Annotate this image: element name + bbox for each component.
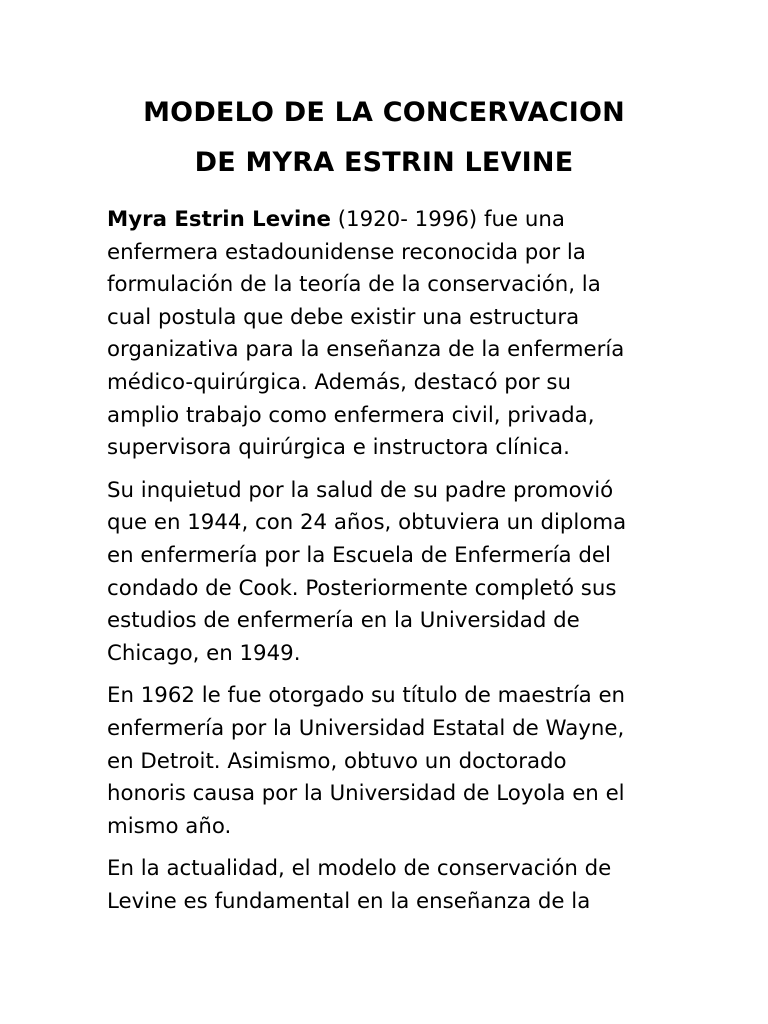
paragraph-line: cual postula que debe existir una estructura bbox=[107, 304, 580, 330]
paragraph-2 bbox=[107, 475, 667, 671]
paragraph-1 bbox=[107, 204, 667, 465]
paragraph-line: Chicago, en 1949. bbox=[107, 640, 301, 666]
paragraph-line: en enfermería por la Escuela de Enfermería del bbox=[107, 542, 611, 568]
subject-name: Myra Estrin Levine bbox=[107, 207, 331, 232]
paragraph-line: Su inquietud por la salud de su padre promovió bbox=[107, 477, 614, 503]
document-title-line-1: MODELO DE LA CONCERVACION bbox=[143, 97, 625, 128]
paragraph-line: En la actualidad, el modelo de conservación de bbox=[107, 856, 612, 882]
paragraph-line: supervisora quirúrgica e instructora clínica. bbox=[107, 435, 570, 461]
paragraph-4 bbox=[107, 853, 667, 918]
paragraph-line: enfermera estadounidense reconocida por la bbox=[107, 239, 586, 265]
paragraph-line: mismo año. bbox=[107, 813, 232, 839]
paragraph-line: enfermería por la Universidad Estatal de Wayne, bbox=[107, 715, 625, 741]
paragraph-line: estudios de enfermería en la Universidad de bbox=[107, 608, 580, 634]
paragraph-line: Levine es fundamental en la enseñanza de la bbox=[107, 888, 591, 914]
paragraph-1-line-1 bbox=[107, 204, 667, 237]
paragraph-1-line-1-rest: (1920- 1996) fue una bbox=[330, 207, 565, 232]
paragraph-line: organizativa para la enseñanza de la enfermería bbox=[107, 337, 625, 363]
paragraph-line: en Detroit. Asimismo, obtuvo un doctorado bbox=[107, 748, 567, 774]
paragraph-line: condado de Cook. Posteriormente completó sus bbox=[107, 575, 617, 601]
document-title-line-2: DE MYRA ESTRIN LEVINE bbox=[194, 147, 574, 178]
paragraph-line: formulación de la teoría de la conservación, la bbox=[107, 272, 601, 298]
document-body bbox=[107, 204, 667, 928]
paragraph-line: amplio trabajo como enfermera civil, privada, bbox=[107, 402, 595, 428]
paragraph-line: médico-quirúrgica. Además, destacó por su bbox=[107, 369, 571, 395]
paragraph-line: En 1962 le fue otorgado su título de maestría en bbox=[107, 683, 626, 709]
paragraph-line: honoris causa por la Universidad de Loyola en el bbox=[107, 781, 625, 807]
paragraph-3 bbox=[107, 680, 667, 843]
paragraph-line: que en 1944, con 24 años, obtuviera un diploma bbox=[107, 510, 627, 536]
